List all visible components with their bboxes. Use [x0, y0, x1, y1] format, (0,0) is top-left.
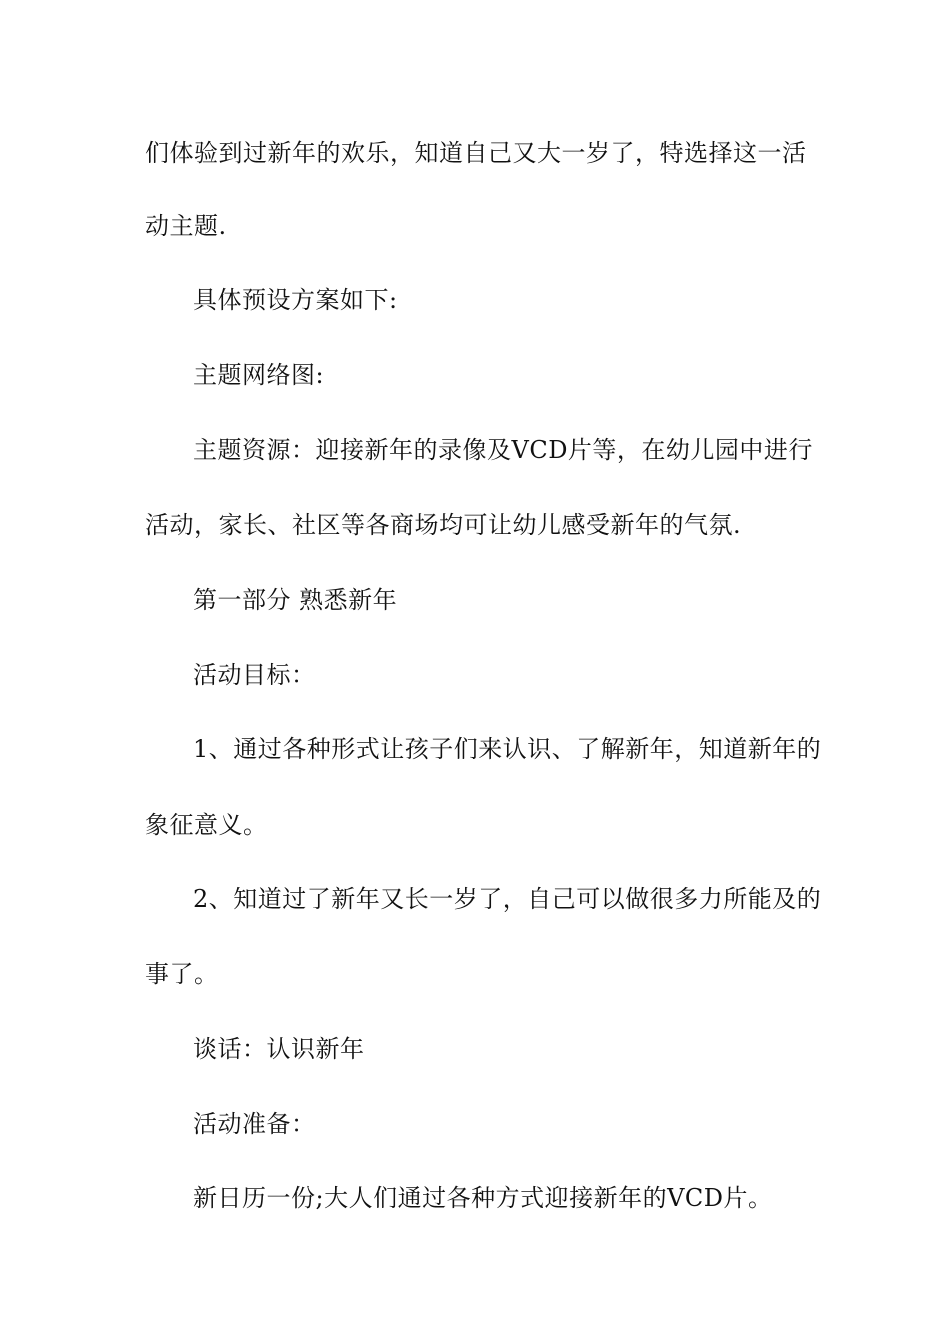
text-line-3: 具体预设方案如下:	[193, 286, 398, 314]
text-line-11: 2、知道过了新年又长一岁了，自己可以做很多力所能及的	[193, 885, 822, 913]
text-line-6: 活动，家长、社区等各商场均可让幼儿感受新年的气氛.	[145, 511, 742, 539]
text-line-10: 象征意义。	[145, 811, 268, 839]
text-line-14: 活动准备：	[193, 1110, 316, 1138]
text-line-12: 事了。	[145, 960, 219, 988]
text-line-9: 1、通过各种形式让孩子们来认识、了解新年，知道新年的	[193, 735, 822, 763]
text-line-4: 主题网络图:	[193, 361, 325, 389]
text-line-13: 谈话：认识新年	[193, 1035, 365, 1063]
text-line-5: 主题资源：迎接新年的录像及VCD片等，在幼儿园中进行	[193, 436, 813, 464]
text-line-2: 动主题.	[145, 212, 227, 240]
text-line-15: 新日历一份;大人们通过各种方式迎接新年的VCD片。	[193, 1184, 773, 1212]
text-line-1: 们体验到过新年的欢乐，知道自己又大一岁了，特选择这一活	[145, 139, 807, 167]
text-line-8: 活动目标：	[193, 661, 316, 689]
section-heading: 第一部分 熟悉新年	[193, 586, 398, 614]
